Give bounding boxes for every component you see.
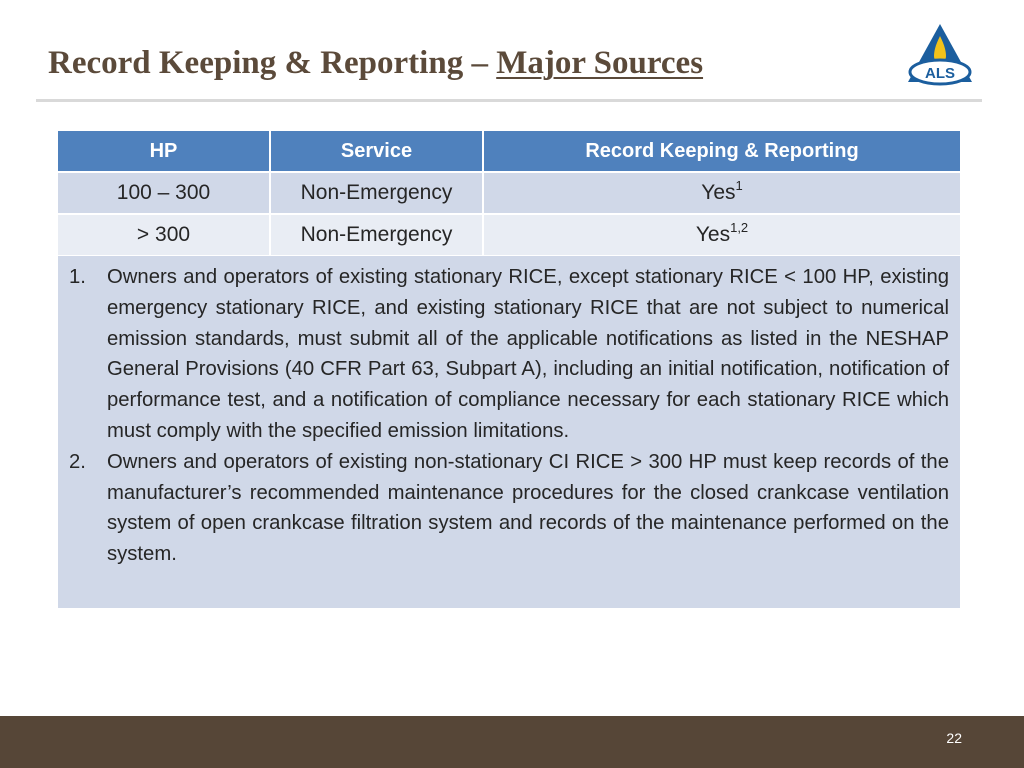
footnote-item: [69, 262, 949, 447]
als-logo-icon: [906, 22, 974, 88]
footnote-number: 2.: [69, 450, 86, 473]
header-hp: HP: [58, 131, 270, 172]
table-header-row: [58, 131, 960, 172]
footer-bar: [0, 716, 1024, 768]
page-number: 22: [946, 730, 962, 746]
cell-hp: > 300: [58, 214, 270, 255]
footnote-ref: 1,2: [730, 220, 749, 235]
slide-title-underlined: Major Sources: [496, 45, 704, 81]
footnote-text: Owners and operators of existing stationary RICE, except stationary RICE < 100 HP, existing emergency stationary RICE, and existing stationary RICE that are not subject to numerical emission standards, must submit all of the applicable notifications as listed in the NESHAP General Provisions (40 CFR Part 63, Subpart A), including an initial notification, notification of performance test, and a notification of compliance necessary for each stationary RICE which must comply with the specified emission limitations.: [107, 266, 949, 442]
footnote-item: [69, 447, 949, 570]
footnote-ref: 1: [735, 178, 743, 193]
footnotes-panel: [58, 256, 960, 608]
cell-hp: 100 – 300: [58, 172, 270, 214]
table-row: [58, 172, 960, 214]
logo-text: ALS: [925, 65, 955, 82]
title-divider: [36, 99, 982, 102]
cell-record-keeping: [483, 214, 960, 255]
slide-title-main: Record Keeping & Reporting –: [48, 45, 497, 81]
slide-title: [48, 40, 703, 86]
header-record-keeping: Record Keeping & Reporting: [483, 131, 960, 172]
cell-service: Non-Emergency: [270, 172, 483, 214]
cell-value: Yes: [695, 223, 731, 246]
cell-record-keeping: [483, 172, 960, 214]
footnote-number: 1.: [69, 266, 86, 288]
cell-service: Non-Emergency: [270, 214, 483, 255]
footnote-text: Owners and operators of existing non-stationary CI RICE > 300 HP must keep records of the manufacturer’s recommended maintenance procedures for the closed crankcase ventilation system of open crankcase filtration system and records of the maintenance performed on the system.: [107, 450, 949, 566]
record-keeping-table: [58, 131, 960, 255]
table-row: [58, 214, 960, 255]
header-service: Service: [270, 131, 483, 172]
cell-value: Yes: [701, 181, 736, 204]
